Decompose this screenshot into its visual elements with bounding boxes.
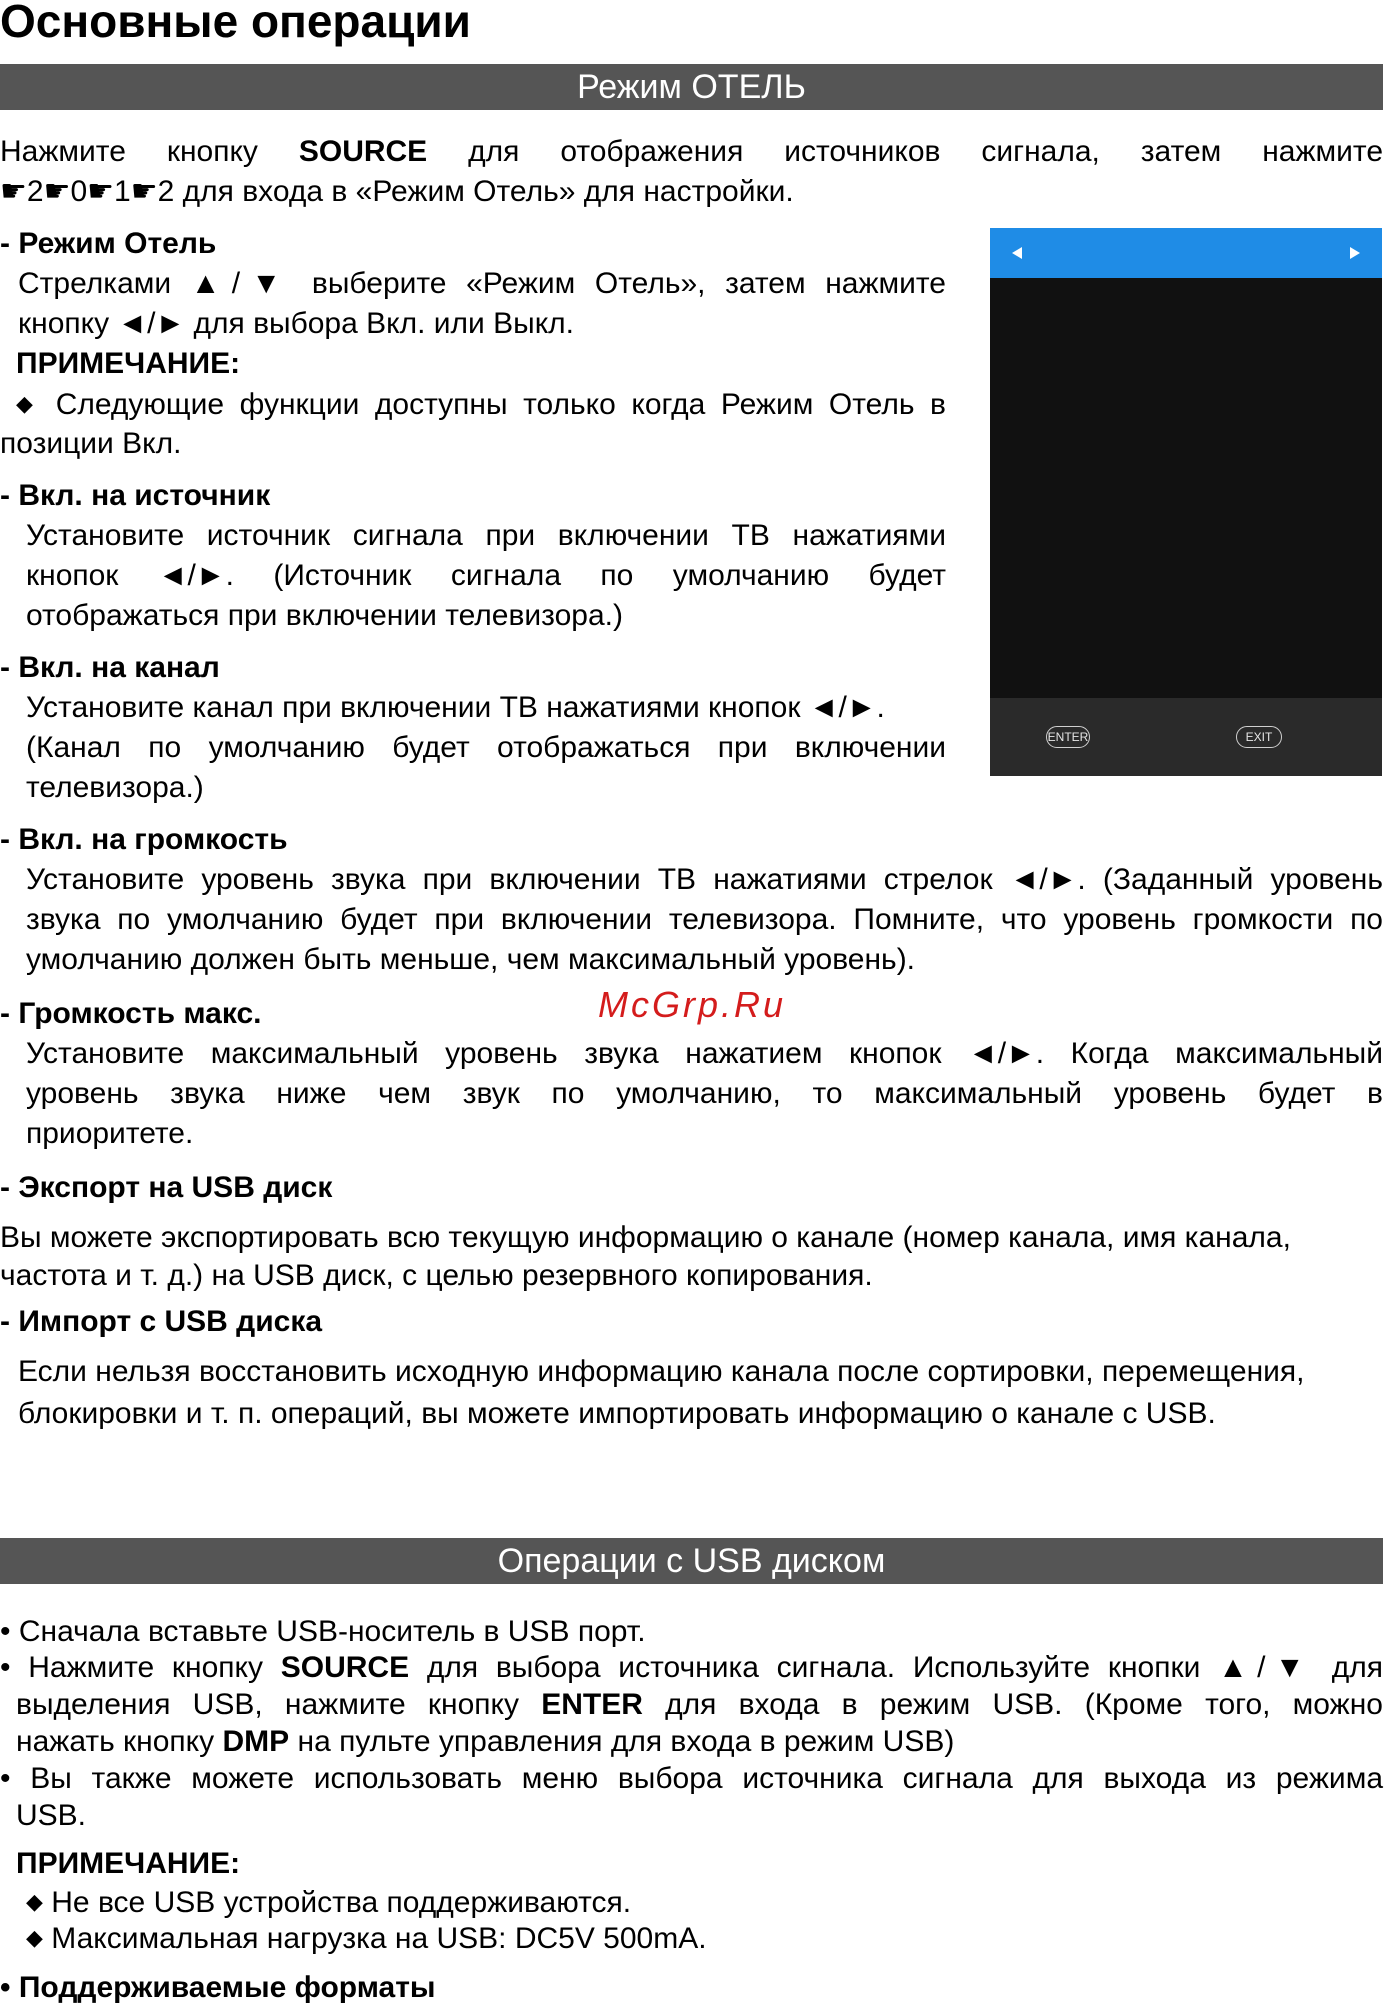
usb-note-2: ◆ Максимальная нагрузка на USB: DC5V 500mA. <box>26 1922 707 1955</box>
power-on-volume-text-3: умолчанию должен быть меньше, чем максимальный уровень). <box>26 943 916 976</box>
arrow-left-icon <box>1012 247 1022 259</box>
supported-formats-heading: • Поддерживаемые форматы <box>0 1971 436 2004</box>
usb-bullet-2-line-2: выделения USB, нажмите кнопку ENTER для входа в режим USB. (Кроме того, можно <box>16 1688 1383 1721</box>
watermark: McGrp.Ru <box>598 984 787 1025</box>
power-on-source-text-1: Установите источник сигнала при включении ТВ нажатиями <box>26 519 946 552</box>
usb-bullet-1: • Сначала вставьте USB-носитель в USB порт. <box>0 1615 646 1648</box>
usb-note-1: ◆ Не все USB устройства поддерживаются. <box>26 1886 632 1919</box>
intro-line-1: Нажмите кнопку SOURCE для отображения источников сигнала, затем нажмите <box>0 135 1384 168</box>
power-on-volume-text-1: Установите уровень звука при включении ТВ нажатиями стрелок ◄/►. (Заданный уровень <box>26 863 1383 896</box>
power-on-volume-text-2: звука по умолчанию будет при включении телевизора. Помните, что уровень громкости по <box>26 903 1383 936</box>
bullet-dot-icon: • <box>0 1762 11 1795</box>
power-on-source-text-3: отображаться при включении телевизора.) <box>26 599 623 632</box>
diamond-bullet-icon: ◆ <box>26 1925 43 1950</box>
diamond-bullet-icon: ◆ <box>26 1889 43 1914</box>
usb-bullet-2-line-3: нажать кнопку DMP на пульте управления для входа в режим USB) <box>16 1725 955 1758</box>
section-import-usb-heading: - Импорт с USB диска <box>0 1305 323 1338</box>
max-volume-text-3: приоритете. <box>26 1117 194 1150</box>
usb-bullet-2-line-1: • Нажмите кнопку SOURCE для выбора источника сигнала. Используйте кнопки ▲/▼ для <box>0 1651 1384 1684</box>
bullet-dot-icon: • <box>0 1971 11 2004</box>
note-text-1: ◆ Следующие функции доступны только когда Режим Отель в <box>16 388 946 421</box>
section-power-on-source-heading: - Вкл. на источник <box>0 479 271 512</box>
arrow-right-icon <box>1350 247 1360 259</box>
hotel-mode-text-1: Стрелками ▲/▼ выберите «Режим Отель», затем нажмите <box>18 267 946 300</box>
section-power-on-channel-heading: - Вкл. на канал <box>0 651 220 684</box>
source-keyword: SOURCE <box>298 135 428 168</box>
page-title: Основные операции <box>0 0 471 47</box>
tv-menu-selected-bar <box>990 228 1382 278</box>
hotel-mode-text-2: кнопку ◄/► для выбора Вкл. или Выкл. <box>18 307 575 340</box>
source-keyword: SOURCE <box>280 1651 410 1684</box>
import-usb-text-1: Если нельзя восстановить исходную информацию канала после сортировки, перемещения, <box>18 1355 1305 1388</box>
usb-note-heading: ПРИМЕЧАНИЕ: <box>16 1847 241 1880</box>
enter-keyword: ENTER <box>541 1688 643 1721</box>
usb-bullet-3-line-1: • Вы также можете использовать меню выбора источника сигнала для выхода из режима <box>0 1762 1383 1795</box>
power-on-channel-text-3: телевизора.) <box>26 771 204 804</box>
tv-menu-screenshot <box>990 228 1382 776</box>
power-on-channel-text-2: (Канал по умолчанию будет отображаться при включении <box>26 731 946 764</box>
power-on-channel-text-1: Установите канал при включении ТВ нажатиями кнопок ◄/►. <box>26 691 885 724</box>
power-on-source-text-2: кнопок ◄/►. (Источник сигнала по умолчанию будет <box>26 559 946 592</box>
enter-button-icon: ENTER <box>1046 726 1090 748</box>
export-usb-text-2: частота и т. д.) на USB диск, с целью резервного копирования. <box>0 1259 873 1292</box>
note-heading: ПРИМЕЧАНИЕ: <box>16 347 241 380</box>
diamond-bullet-icon: ◆ <box>16 391 41 416</box>
section-export-usb-heading: - Экспорт на USB диск <box>0 1171 333 1204</box>
section-header-hotel: Режим ОТЕЛЬ <box>0 64 1383 110</box>
intro-line-2: ☛2☛0☛1☛2 для входа в «Режим Отель» для настройки. <box>0 175 794 208</box>
note-text-2: позиции Вкл. <box>0 427 182 460</box>
max-volume-text-2: уровень звука ниже чем звук по умолчанию, то максимальный уровень будет в <box>26 1077 1383 1110</box>
section-power-on-volume-heading: - Вкл. на громкость <box>0 823 288 856</box>
bullet-dot-icon: • <box>0 1615 11 1648</box>
usb-bullet-3-line-2: USB. <box>16 1799 87 1832</box>
exit-button-icon: EXIT <box>1236 726 1282 748</box>
dmp-keyword: DMP <box>222 1725 290 1758</box>
section-hotel-mode-heading: - Режим Отель <box>0 227 217 260</box>
export-usb-text-1: Вы можете экспортировать всю текущую информацию о канале (номер канала, имя канала, <box>0 1221 1291 1254</box>
section-max-volume-heading: - Громкость макс. <box>0 997 262 1030</box>
section-header-usb: Операции с USB диском <box>0 1538 1383 1584</box>
max-volume-text-1: Установите максимальный уровень звука нажатием кнопок ◄/►. Когда максимальный <box>26 1037 1383 1070</box>
bullet-dot-icon: • <box>0 1651 11 1684</box>
import-usb-text-2: блокировки и т. п. операций, вы можете импортировать информацию о канале с USB. <box>18 1397 1216 1430</box>
